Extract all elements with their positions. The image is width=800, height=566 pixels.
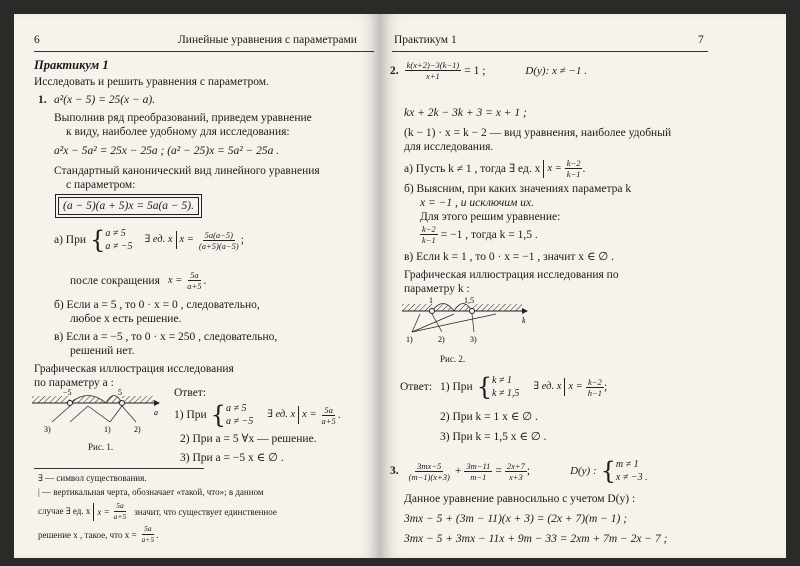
section-heading: Практикум 1 bbox=[34, 58, 109, 72]
footnote-3-fraction bbox=[112, 501, 129, 522]
case-a-system bbox=[105, 227, 132, 253]
problem-3-fraction-2 bbox=[464, 461, 492, 482]
hatch-left bbox=[402, 304, 432, 311]
problem-2-row bbox=[390, 60, 587, 81]
point-1-5 bbox=[470, 309, 475, 314]
fig1-label-a: a bbox=[154, 408, 158, 417]
problem-3-plus: + bbox=[454, 465, 462, 477]
footnote-3-x: x = bbox=[97, 506, 110, 517]
fig2-label-1: 1 bbox=[429, 296, 433, 305]
problem-2-case-a-denominator: k−1 bbox=[566, 169, 581, 179]
hatch-right bbox=[472, 304, 522, 311]
case-a-label: а) При bbox=[54, 234, 87, 246]
fig1-label-1: 1) bbox=[104, 425, 111, 434]
brace-icon: { bbox=[600, 457, 616, 485]
fig2-label-ans-1: 1) bbox=[406, 335, 413, 344]
canonical-text-2: с параметром: bbox=[66, 179, 136, 191]
answer-1-system bbox=[226, 402, 253, 428]
problem-3-f1-numerator: 3mx−5 bbox=[417, 460, 442, 471]
problem-3-domain-label: D(y) : bbox=[570, 465, 597, 477]
footnote-4-denominator: a+5 bbox=[141, 535, 155, 544]
fig2-label-ans-2: 2) bbox=[438, 335, 445, 344]
problem-3-text: Данное уравнение равносильно с учетом D(y) : bbox=[404, 493, 636, 505]
problem-3-eq2: 3mx − 5 + 3mx − 11x + 9m − 33 = 2xm + 7m − 2x − 7 ; bbox=[404, 533, 668, 545]
fig2-label-1-5: 1,5 bbox=[464, 296, 474, 305]
right-page-number: 7 bbox=[698, 34, 704, 46]
problem-2-denominator: x+1 bbox=[426, 71, 440, 81]
transform-text-2: к виду, наиболее удобному для исследования: bbox=[66, 126, 290, 138]
case-a-x: x = bbox=[179, 234, 194, 245]
problem-2-case-a-pre: а) Пусть k ≠ 1 , тогда ∃ ед. x bbox=[404, 162, 541, 175]
problem-2-case-b-eq: = −1 , тогда k = 1,5 . bbox=[440, 228, 538, 241]
problem-2-answer-1-numerator: k−2 bbox=[587, 376, 602, 387]
problem-2-case-b-denominator: k−1 bbox=[422, 235, 436, 245]
case-a-numerator: 5a(a−5) bbox=[204, 229, 233, 240]
problem-3-f3-denominator: x+3 bbox=[508, 471, 523, 482]
graph-text-2: по параметру a : bbox=[34, 377, 114, 389]
problem-3-f1-denominator: (m−1)(x+3) bbox=[408, 471, 450, 482]
footnote-2: | — вертикальная черта, обозначает «такой, что»; в данном bbox=[38, 487, 264, 497]
right-running-title: Практикум 1 bbox=[394, 34, 457, 46]
problem-3-fraction-1 bbox=[407, 461, 452, 482]
problem-2-answer-1-system bbox=[492, 374, 519, 400]
problem-2-rhs: = 1 ; bbox=[464, 64, 486, 77]
problem-2-case-a-numerator: k−2 bbox=[566, 158, 581, 168]
case-a-sys-line-1: a ≠ 5 bbox=[105, 228, 126, 239]
graph-text-1: Графическая иллюстрация исследования bbox=[34, 363, 234, 375]
problem-2-answer-1-denominator: h−1 bbox=[587, 387, 602, 398]
footnote-1: ∃ — символ существования. bbox=[38, 473, 147, 483]
header-rule bbox=[392, 51, 708, 52]
answer-1-denominator: a+5 bbox=[321, 415, 336, 426]
problem-3-domain-system bbox=[616, 458, 648, 484]
problem-2-case-a-fraction bbox=[565, 158, 586, 179]
brace-icon: { bbox=[476, 373, 492, 401]
case-a-reduce-row bbox=[70, 270, 206, 291]
axis-arrow-icon bbox=[522, 308, 528, 314]
intro-text: Исследовать и решить уравнения с параметром. bbox=[34, 76, 269, 88]
problem-2-case-a-end: . bbox=[582, 162, 586, 175]
problem-2-eq1: kx + 2k − 3k + 3 = x + 1 ; bbox=[404, 107, 527, 119]
header-rule bbox=[34, 51, 374, 52]
answer-label: Ответ: bbox=[174, 387, 207, 399]
figure-2-number-line bbox=[400, 296, 534, 346]
answer-2: 2) При a = 5 ∀x — решение. bbox=[180, 433, 317, 445]
problem-1-equation: a²(x − 5) = 25(x − a). bbox=[54, 94, 156, 106]
fig1-label-minus-5: −5 bbox=[63, 388, 72, 397]
case-b-line-1: б) Если a = 5 , то 0 · x = 0 , следовательно, bbox=[54, 299, 260, 311]
case-a-row bbox=[54, 227, 244, 253]
case-a-fraction bbox=[197, 230, 241, 251]
answer-1-numerator: 5a bbox=[324, 404, 333, 415]
footnote-3-denominator: a+5 bbox=[113, 512, 127, 521]
footnote-4-fraction bbox=[140, 524, 157, 545]
case-a-reduce-x: x = bbox=[167, 274, 183, 286]
footnote-3-pre: случае ∃ ед. x bbox=[38, 506, 91, 516]
case-a-exists: ∃ ед. x bbox=[144, 234, 173, 245]
problem-2-graph-text-2: параметру k : bbox=[404, 283, 470, 295]
case-a-reduce-end: . bbox=[203, 274, 207, 287]
fig2-label-ans-3: 3) bbox=[470, 335, 477, 344]
problem-3-eq1: 3mx − 5 + (3m − 11)(x + 3) = (2x + 7)(m − 1) ; bbox=[404, 513, 628, 525]
brace-icon: { bbox=[90, 226, 106, 254]
figure-1-caption: Рис. 1. bbox=[88, 442, 114, 452]
problem-3-end: ; bbox=[526, 465, 531, 477]
case-a-reduce-text: после сокращения bbox=[70, 274, 160, 287]
problem-2-case-b-numerator: k−2 bbox=[422, 224, 436, 234]
hatch-left bbox=[32, 396, 70, 403]
case-b-line-2: любое x есть решение. bbox=[70, 313, 182, 325]
footnote-4-post: . bbox=[156, 529, 159, 540]
problem-3-f3-numerator: 2x+7 bbox=[506, 460, 525, 471]
case-a-reduce-fraction bbox=[185, 270, 203, 291]
problem-2-eq2: (k − 1) · x = k − 2 — вид уравнения, наиболее удобный bbox=[404, 127, 672, 139]
answer-1-sys-line-2: a ≠ −5 bbox=[225, 416, 254, 427]
point-1 bbox=[430, 309, 435, 314]
footnote-4-numerator: 5a bbox=[144, 524, 152, 533]
left-running-title: Линейные уравнения с параметрами bbox=[178, 34, 357, 46]
answer-3: 3) При a = −5 x ∈ ∅ . bbox=[180, 452, 284, 464]
problem-2-case-c: в) Если k = 1 , то 0 · x = −1 , значит x ∈ ∅ . bbox=[404, 251, 615, 263]
case-a-after: ; bbox=[240, 234, 244, 246]
problem-3-row bbox=[390, 458, 648, 484]
problem-2-case-a-x: x = bbox=[547, 162, 562, 174]
fig1-label-2: 2) bbox=[134, 425, 141, 434]
problem-2-eq2-cont: для исследования. bbox=[404, 141, 494, 153]
problem-3-f2-numerator: 3m−11 bbox=[466, 460, 491, 471]
footnote-rule bbox=[34, 468, 204, 469]
point-5 bbox=[120, 401, 125, 406]
problem-2-answer-1-label: 1) При bbox=[440, 381, 473, 393]
right-page bbox=[380, 14, 786, 558]
footnote-4-pre: решение x , такое, что x = bbox=[38, 529, 137, 540]
such-that-bar bbox=[564, 378, 565, 396]
such-that-bar bbox=[543, 160, 544, 178]
answer-1-exists: ∃ ед. x bbox=[267, 409, 296, 420]
case-a-sys-line-2: a ≠ −5 bbox=[105, 241, 133, 252]
left-page-number: 6 bbox=[34, 34, 40, 46]
arc-left bbox=[70, 396, 106, 404]
fig1-label-3: 3) bbox=[44, 425, 51, 434]
answer-1-end: . bbox=[337, 409, 341, 421]
case-c-line-2: решений нет. bbox=[70, 345, 135, 357]
such-that-bar bbox=[93, 503, 94, 521]
footnote-3-numerator: 5a bbox=[116, 501, 124, 510]
transform-text-1: Выполнив ряд преобразований, приведем уравнение bbox=[54, 112, 312, 124]
brace-icon: { bbox=[210, 401, 226, 429]
problem-3-domain-line-2: x ≠ −3 . bbox=[615, 472, 648, 483]
answer-1-x: x = bbox=[302, 409, 317, 420]
problem-2-answer-1-sys-line-2: k ≠ 1,5 bbox=[491, 388, 520, 399]
case-c-line-1: в) Если a = −5 , то 0 · x = 250 , следовательно, bbox=[54, 331, 278, 343]
problem-2-case-a-row bbox=[404, 158, 585, 179]
figure-2-caption: Рис. 2. bbox=[440, 354, 466, 364]
figure-1-number-line bbox=[30, 388, 162, 436]
problem-1-number: 1. bbox=[38, 94, 47, 106]
hatch-right bbox=[122, 396, 154, 403]
problem-2-answer-3: 3) При k = 1,5 x ∈ ∅ . bbox=[440, 431, 547, 443]
fig2-label-k: k bbox=[522, 316, 526, 325]
answer-1-label: 1) При bbox=[174, 409, 207, 421]
answer-1-sys-line-1: a ≠ 5 bbox=[225, 403, 247, 414]
axis-arrow-icon bbox=[154, 400, 160, 406]
problem-2-case-b-eq-row bbox=[420, 224, 538, 245]
problem-3-domain-line-1: m ≠ 1 bbox=[615, 459, 639, 470]
fig1-label-5: 5 bbox=[118, 388, 122, 397]
problem-3-fraction-3 bbox=[505, 461, 527, 482]
problem-2-fraction bbox=[405, 60, 462, 81]
canonical-equation: (a − 5)(a + 5)x = 5a(a − 5). bbox=[58, 197, 199, 215]
such-that-bar bbox=[298, 406, 299, 424]
problem-2-answer-2: 2) При k = 1 x ∈ ∅ . bbox=[440, 411, 538, 423]
answer-1-fraction bbox=[320, 405, 338, 426]
problem-2-case-b-line-3: Для этого решим уравнение: bbox=[420, 211, 561, 223]
problem-2-case-b-line-2: x = −1 , и исключим их. bbox=[420, 197, 534, 209]
problem-2-answer-1-x: x = bbox=[568, 381, 583, 392]
arc-left bbox=[432, 304, 454, 312]
such-that-bar bbox=[176, 231, 177, 249]
problem-2-case-b-fraction bbox=[420, 224, 438, 245]
transform-equation: a²x − 5a² = 25x − 25a ; (a² − 25)x = 5a² − 25a . bbox=[54, 145, 280, 157]
case-a-reduce-denominator: a+5 bbox=[187, 281, 202, 291]
case-a-denominator: (a+5)(a−5) bbox=[198, 240, 239, 251]
left-page bbox=[14, 14, 380, 558]
problem-2-answer-1-exists: ∃ ед. x bbox=[533, 381, 562, 392]
problem-2-answer-1-sys-line-1: k ≠ 1 bbox=[491, 375, 512, 386]
problem-2-numerator: k(x+2)−3(k−1) bbox=[406, 60, 460, 70]
problem-2-answer-1-row bbox=[400, 374, 607, 400]
problem-2-domain: D(y): x ≠ −1 . bbox=[525, 64, 587, 77]
problem-2-answer-1-fraction bbox=[586, 377, 604, 398]
problem-2-case-b-line-1: б) Выясним, при каких значениях параметра k bbox=[404, 183, 632, 195]
problem-3-number: 3. bbox=[390, 465, 399, 477]
footnote-3-post: значит, что существует единственное bbox=[134, 506, 277, 517]
case-a-reduce-numerator: 5a bbox=[190, 270, 199, 280]
problem-2-answer-label: Ответ: bbox=[400, 381, 433, 393]
canonical-text-1: Стандартный канонический вид линейного уравнения bbox=[54, 165, 320, 177]
problem-2-answer-1-end: ; bbox=[604, 381, 608, 393]
point-minus-5 bbox=[68, 401, 73, 406]
problem-2-number: 2. bbox=[390, 64, 399, 77]
problem-2-graph-text-1: Графическая иллюстрация исследования по bbox=[404, 269, 619, 281]
answer-1-row bbox=[174, 402, 341, 428]
problem-3-equals: = bbox=[495, 465, 502, 477]
footnote-4-row bbox=[38, 524, 158, 545]
footnote-3-row bbox=[38, 501, 277, 522]
problem-3-f2-denominator: m−1 bbox=[470, 471, 487, 482]
